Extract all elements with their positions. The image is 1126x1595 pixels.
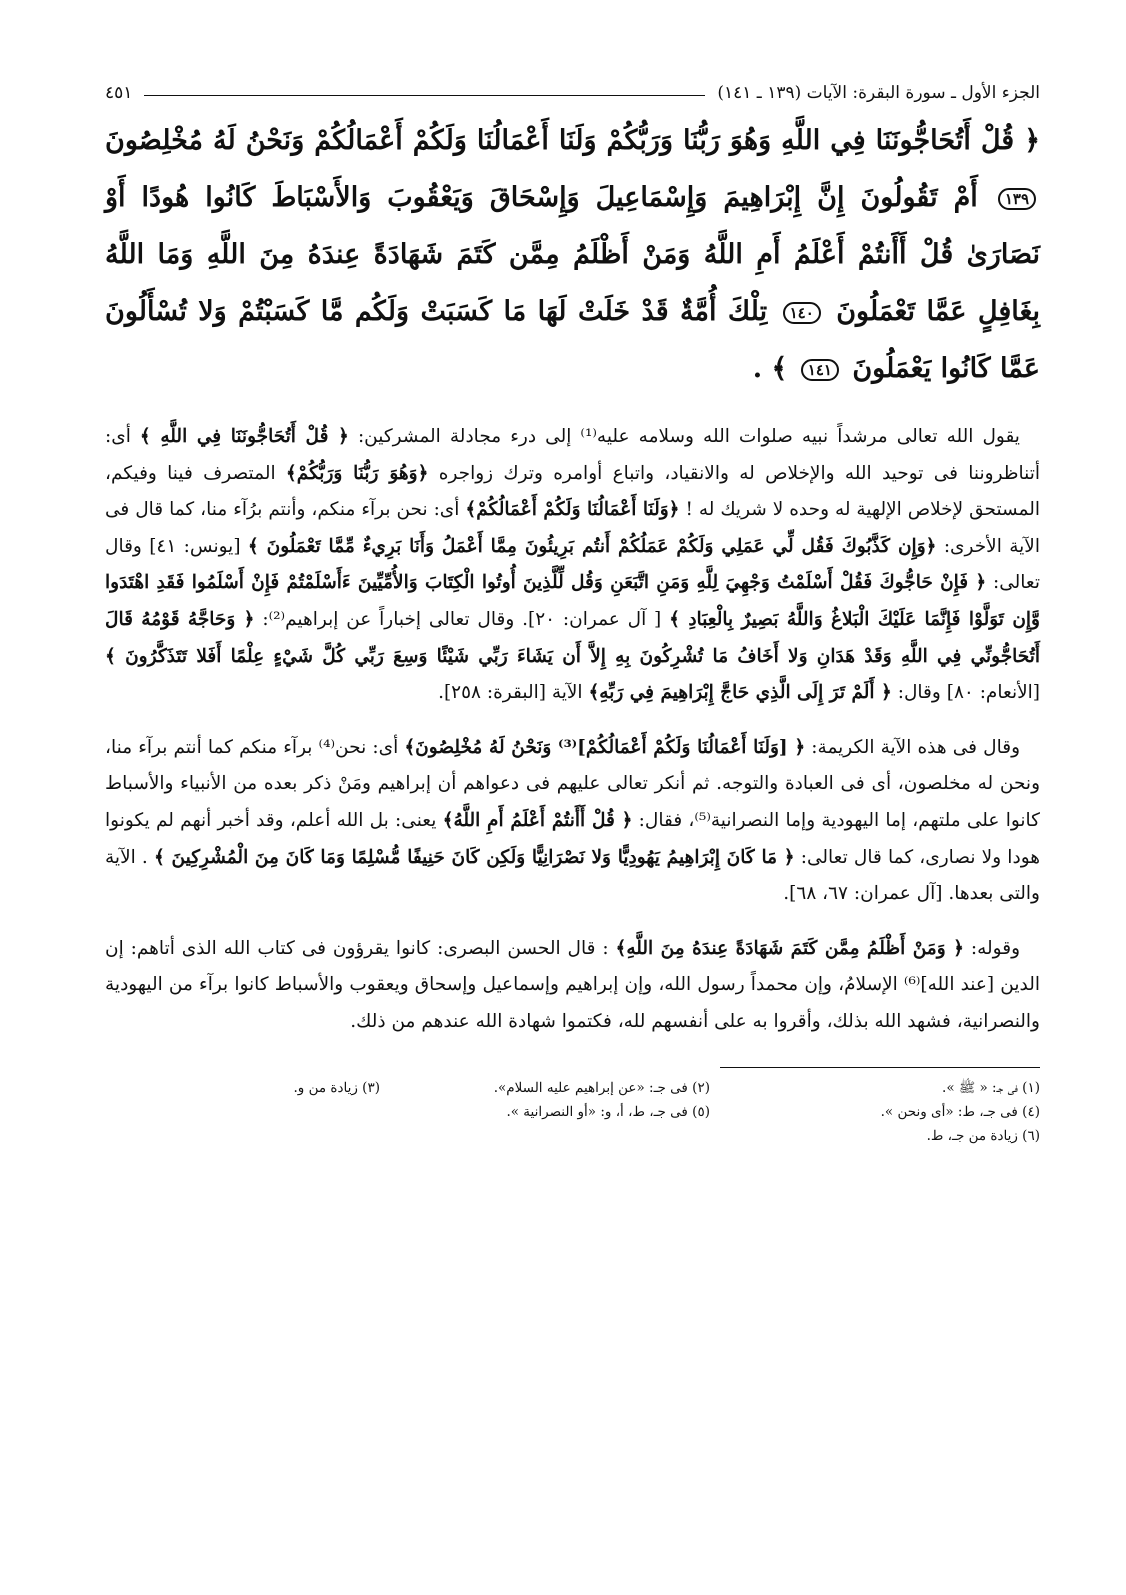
page-number: ٤٥١	[105, 83, 133, 103]
footnotes	[105, 1076, 1040, 1148]
quoted-verse: ﴿وَهُوَ رَبُّنَا وَرَبُّكُمْ﴾	[285, 462, 429, 484]
quoted-verse: ﴿ [وَلَنَا أَعْمَالُنَا وَلَكُمْ أَعْمَالُكُمْ]⁽³⁾ وَنَحْنُ لَهُ مُخْلِصُونَ﴾	[404, 736, 806, 758]
running-header	[105, 78, 1040, 108]
footnote-rule	[720, 1067, 1040, 1076]
footnote-6: (٦) زيادة من جـ، ط.	[926, 1127, 1040, 1144]
document-page	[105, 78, 1040, 1148]
text-run: . الآية والتى بعدها. [آل عمران: ٦٧، ٦٨].	[105, 846, 1040, 905]
verse-open-bracket: ﴿	[1024, 125, 1041, 156]
quoted-verse: ﴿ قُلْ أَتُحَاجُّونَنَا فِي اللَّهِ ﴾	[139, 426, 349, 447]
footnote-row	[105, 1100, 1040, 1124]
text-run: وقوله:	[970, 937, 1020, 959]
verse-close-bracket: ﴾ .	[752, 353, 788, 384]
text-run: أى: أتناظروننا فى توحيد الله والإخلاص له والانقياد، واتباع أوامره وترك زواجره	[105, 426, 1041, 484]
quoted-verse: ﴿وَإِن كَذَّبُوكَ فَقُل لِّي عَمَلِي وَلَكُمْ عَمَلُكُمْ أَنتُم بَرِيئُونَ مِمَّا أَعْمَلُ وَأَنَا بَرِيءٌ مِّمَّا تَعْمَلُونَ ﴾	[247, 535, 937, 557]
verse-text-141: تِلْكَ أُمَّةٌ قَدْ خَلَتْ لَهَا مَا كَسَبَتْ وَلَكُم مَّا كَسَبْتُمْ وَلا تُسْأَلُونَ عَمَّا كَانُوا يَعْمَلُونَ	[105, 296, 1040, 384]
text-run: أى: نحن برآء منكم، وأنتم برُآء منا، كما قال فى الآية الأخرى:	[105, 499, 1040, 557]
text-run: [ آل عمران: ٢٠]. وقال تعالى إخباراً عن إبراهيم⁽²⁾:	[262, 608, 662, 630]
text-run: [الأنعام: ٨٠] وقال:	[897, 682, 1040, 704]
text-run: [يونس: ٤١] وقال تعالى:	[105, 535, 1040, 594]
header-title: الجزء الأول ـ سورة البقرة: الآيات (١٣٩ ـ ١٤١)	[717, 83, 1040, 103]
footnote-3: (٣) زيادة من و.	[293, 1079, 380, 1096]
verse-text-140: أَمْ تَقُولُونَ إِنَّ إِبْرَاهِيمَ وَإِسْمَاعِيلَ وَإِسْحَاقَ وَيَعْقُوبَ وَالأَسْبَاطَ كَانُوا هُودًا أَوْ نَصَارَىٰ قُلْ أَأَنتُمْ أَعْلَمُ أَمِ اللَّهُ وَمَنْ أَظْلَمُ مِمَّن كَتَمَ شَهَادَةً عِندَهُ مِنَ اللَّهِ وَمَا اللَّهُ بِغَافِلٍ عَمَّا تَعْمَلُونَ	[105, 182, 1040, 327]
text-run: : قال الحسن البصرى: كانوا يقرؤون فى كتاب الله الذى أتاهم: إن الدين [عند الله]⁽⁶⁾ الإسلامُ، وإن محمداً رسول الله، وإن إبراهيم وإسماعيل وإسحاق ويعقوب والأسباط كانوا برآء من اليهودية والنصرانية، فشهد الله بذلك، وأقروا به على أنفسهم لله، فكتموا شهادة الله عندهم من ذلك.	[105, 937, 1040, 1032]
commentary-paragraph-2	[105, 730, 1040, 913]
footnote-5: (٥) فى جـ، ط، أ، و: «أو النصرانية ».	[506, 1103, 710, 1120]
text-run: الآية [البقرة: ٢٥٨].	[438, 682, 583, 704]
quoted-verse: ﴿ مَا كَانَ إِبْرَاهِيمُ يَهُودِيًّا وَلا نَصْرَانِيًّا وَلَكِن كَانَ حَنِيفًا مُّسْلِمًا وَمَا كَانَ مِنَ الْمُشْرِكِينَ ﴾	[153, 846, 795, 868]
verse-number-141: ١٤١	[801, 359, 839, 381]
quoted-verse: ﴿وَلَنَا أَعْمَالُنَا وَلَكُمْ أَعْمَالُكُمْ﴾	[465, 499, 680, 521]
commentary	[105, 419, 1040, 1041]
verse-number-140: ١٤٠	[783, 302, 821, 324]
quoted-verse: ﴿ أَلَمْ تَرَ إِلَى الَّذِي حَاجَّ إِبْرَاهِيمَ فِي رَبِّهِ﴾	[588, 682, 892, 704]
footnote-empty	[105, 1100, 380, 1124]
verse-number-139: ١٣٩	[998, 188, 1036, 210]
header-rule	[144, 95, 705, 96]
commentary-paragraph-3	[105, 931, 1040, 1041]
footnote-4: (٤) فى جـ، ط: «أى ونحن ».	[880, 1103, 1040, 1120]
quoted-verse: ﴿ وَمَنْ أَظْلَمُ مِمَّن كَتَمَ شَهَادَةً عِندَهُ مِنَ اللَّهِ﴾	[615, 937, 964, 959]
footnote-1: (١) فى جـ: « ﷺ ».	[942, 1079, 1040, 1096]
footnote-row	[105, 1076, 1040, 1100]
footnote-row	[105, 1124, 1040, 1148]
quoted-verse: ﴿ قُلْ أَأَنتُمْ أَعْلَمُ أَمِ اللَّهُ﴾	[442, 809, 633, 831]
text-run: أى: نحن⁽⁴⁾ برآء منكم كما أنتم برآء منا، ونحن له مخلصون، أى فى العبادة والتوجه. ثم أنكر تعالى عليهم فى دعواهم أن إبراهيم ومَنْ ذكر بعده من الأنبياء والأسباط كانوا على ملتهم، إما اليهودية وإما النصرانية⁽⁵⁾، فقال:	[105, 736, 1040, 831]
verse-text-139: قُلْ أَتُحَاجُّونَنَا فِي اللَّهِ وَهُوَ رَبُّنَا وَرَبُّكُمْ وَلَنَا أَعْمَالُنَا وَلَكُمْ أَعْمَالُكُمْ وَنَحْنُ لَهُ مُخْلِصُونَ	[105, 125, 1015, 156]
text-run: وقال فى هذه الآية الكريمة:	[811, 736, 1020, 758]
text-run: المتصرف فينا وفيكم، المستحق لإخلاص الإلهية له وحده لا شريك له !	[105, 462, 1040, 521]
text-run: يعنى: بل الله أعلم، وقد أخبر أنهم لم يكونوا هودا ولا نصارى، كما قال تعالى:	[105, 809, 1041, 868]
commentary-paragraph-1	[105, 419, 1040, 712]
quoted-verse: ﴿ فَإِنْ حَاجُّوكَ فَقُلْ أَسْلَمْتُ وَجْهِيَ لِلَّهِ وَمَنِ اتَّبَعَنِ وَقُل لِّلَّذِينَ أُوتُوا الْكِتَابَ وَالأُمِّيِّينَ ءَأَسْلَمْتُمْ فَإِنْ أَسْلَمُوا فَقَدِ اهْتَدَوا وَّإِن تَوَلَّوْا فَإِنَّمَا عَلَيْكَ الْبَلاغُ وَاللَّهُ بَصِيرٌ بِالْعِبَادِ ﴾	[105, 572, 1040, 630]
quran-verses	[105, 112, 1040, 397]
text-run: يقول الله تعالى مرشداً نبيه صلوات الله وسلامه عليه⁽¹⁾ إلى درء مجادلة المشركين:	[357, 426, 1020, 447]
quoted-verse: ﴿ وَحَاجَّهُ قَوْمُهُ قَالَ أَتُحَاجُّونِّي فِي اللَّهِ وَقَدْ هَدَانِ وَلا أَخَافُ مَا تُشْرِكُونَ بِهِ إِلاَّ أَن يَشَاءَ رَبِّي شَيْئًا وَسِعَ رَبِّي كُلَّ شَيْءٍ عِلْمًا أَفَلا تَتَذَكَّرُونَ ﴾	[105, 608, 1040, 667]
footnote-2: (٢) فى جـ: «عن إبراهيم عليه السلام».	[493, 1079, 710, 1096]
